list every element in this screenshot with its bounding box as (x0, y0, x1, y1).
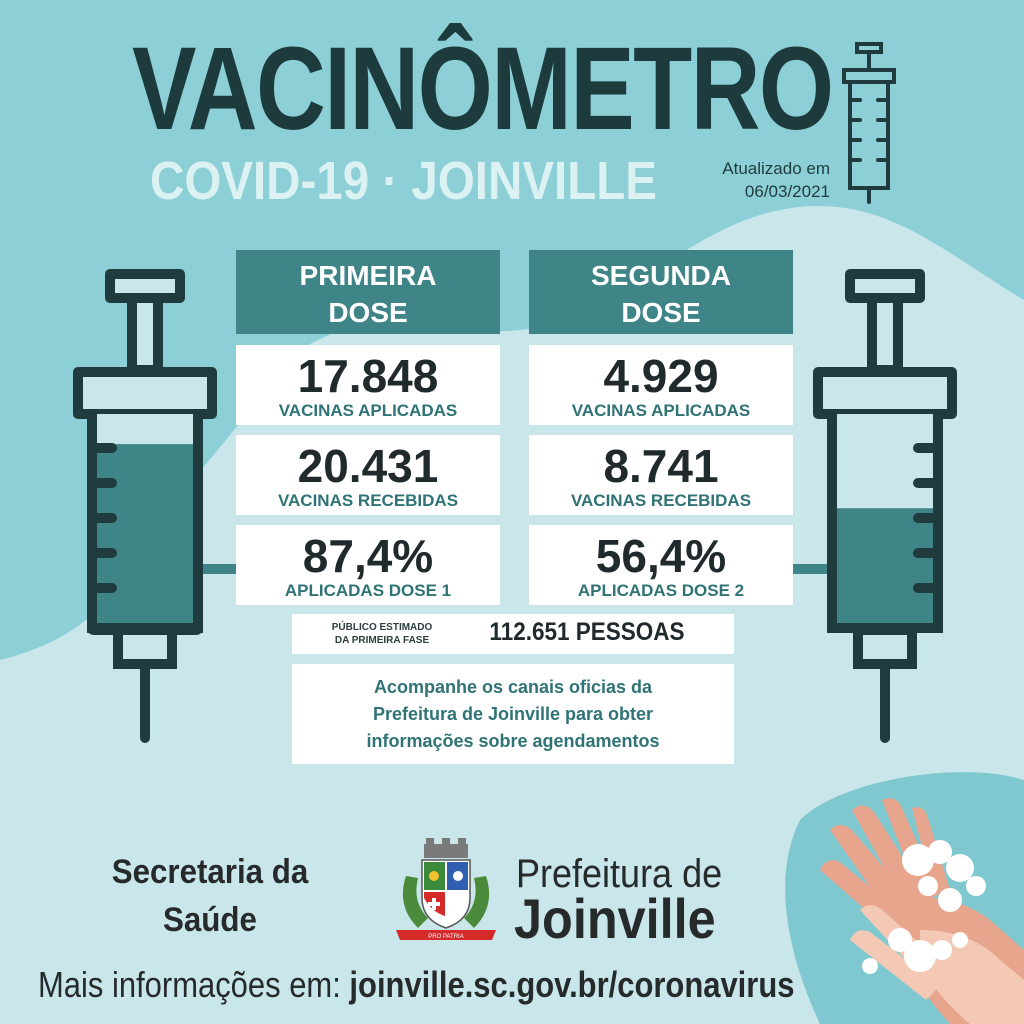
left-syringe-icon (70, 268, 220, 748)
footer-more-info (38, 964, 794, 1006)
first-dose-heading (236, 250, 500, 334)
first-dose-received-box (236, 435, 500, 515)
public-estimate-value: 112.651 PESSOAS (489, 618, 685, 646)
more-info-link[interactable]: joinville.sc.gov.br/coronavirus (349, 964, 795, 1005)
second-dose-heading (529, 250, 793, 334)
right-syringe-icon (810, 268, 960, 748)
second-dose-received-label: VACINAS RECEBIDAS (570, 491, 752, 510)
first-dose-heading-line2: DOSE (328, 297, 408, 328)
first-dose-applied-value: 17.848 (297, 350, 439, 402)
public-label-line2: DA PRIMEIRA FASE (334, 635, 430, 646)
second-dose-percent-label: APLICADAS DOSE 2 (577, 581, 745, 600)
first-dose-applied-box (236, 345, 500, 425)
first-dose-applied-label: VACINAS APLICADAS (278, 401, 458, 420)
first-dose-percent-label: APLICADAS DOSE 1 (284, 581, 452, 600)
second-dose-received-box (529, 435, 793, 515)
crest-motto: PRO PATRIA (428, 934, 464, 940)
syringe-icon (838, 40, 900, 205)
first-dose-percent-value: 87,4% (302, 530, 434, 582)
updated-label: Atualizado em (722, 159, 830, 178)
second-dose-heading-line2: DOSE (621, 297, 701, 328)
public-label-line1: PÚBLICO ESTIMADO (331, 622, 433, 633)
first-dose-received-value: 20.431 (297, 440, 439, 492)
washing-hands-illustration (800, 790, 1024, 1024)
info-box (292, 664, 734, 764)
prefeitura-line2: Joinville (514, 887, 716, 950)
second-dose-applied-value: 4.929 (603, 350, 719, 402)
updated-date: 06/03/2021 (744, 182, 830, 201)
second-dose-applied-box (529, 345, 793, 425)
first-dose-percent-box (236, 525, 500, 605)
second-dose-percent-box (529, 525, 793, 605)
secretaria-logo-text (104, 848, 316, 944)
second-dose-received-value: 8.741 (603, 440, 719, 492)
public-estimate-label (322, 621, 442, 647)
second-dose-applied-label: VACINAS APLICADAS (571, 401, 751, 420)
first-dose-heading-line1: PRIMEIRA (299, 260, 437, 291)
city-crest (388, 836, 504, 946)
page-title: VACINÔMETRO (132, 23, 833, 155)
second-dose-percent-value: 56,4% (595, 530, 727, 582)
secretaria-line2: Saúde (163, 901, 257, 939)
info-line-3: informações sobre agendamentos (366, 731, 660, 751)
second-dose-heading-line1: SEGUNDA (590, 260, 731, 291)
more-info-label: Mais informações em: (38, 964, 341, 1005)
updated-info (680, 157, 830, 203)
page-subtitle: COVID-19 · JOINVILLE (150, 151, 657, 211)
secretaria-line1: Secretaria da (111, 853, 309, 891)
info-line-1: Acompanhe os canais oficias da (373, 677, 653, 697)
prefeitura-line1: Prefeitura de (516, 852, 723, 896)
info-line-2: Prefeitura de Joinville para obter (372, 704, 654, 724)
first-dose-received-label: VACINAS RECEBIDAS (277, 491, 459, 510)
public-estimate-box (292, 614, 734, 654)
